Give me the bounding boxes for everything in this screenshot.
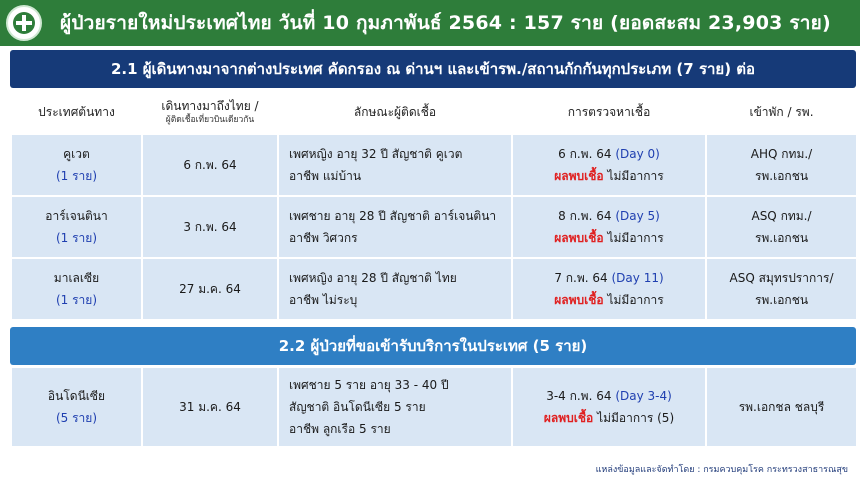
cell-test: 6 ก.พ. 64 (Day 0) ผลพบเชื้อ ไม่มีอาการ [512,134,706,196]
cell-admit: ASQ สมุทรปราการ/ รพ.เอกชน [706,258,857,320]
column-header-profile: ลักษณะผู้ติดเชื้อ [278,90,512,134]
cell-profile: เพศชาย อายุ 28 ปี สัญชาติ อาร์เจนตินา อาชีพ วิศวกร [278,196,512,258]
cell-arrival: 31 ม.ค. 64 [142,367,278,447]
ministry-logo-icon [6,5,42,41]
domestic-cases-table [10,366,858,448]
cell-country: คูเวต (1 ราย) [11,134,142,196]
section-title-overseas: 2.1 ผู้เดินทางมาจากต่างประเทศ คัดกรอง ณ ด่านฯ และเข้ารพ./สถานกักกันทุกประเภท (7 ราย) ต่อ [10,50,856,88]
table-header-row [11,90,857,134]
cell-country: มาเลเซีย (1 ราย) [11,258,142,320]
cell-arrival: 3 ก.พ. 64 [142,196,278,258]
cell-test: 8 ก.พ. 64 (Day 5) ผลพบเชื้อ ไม่มีอาการ [512,196,706,258]
cell-country: อาร์เจนตินา (1 ราย) [11,196,142,258]
cell-profile: เพศหญิง อายุ 28 ปี สัญชาติ ไทย อาชีพ ไม่ระบุ [278,258,512,320]
header-bar [0,0,860,46]
cell-arrival: 27 ม.ค. 64 [142,258,278,320]
column-header-country: ประเทศต้นทาง [11,90,142,134]
section-title-domestic: 2.2 ผู้ป่วยที่ขอเข้ารับบริการในประเทศ (5 ราย) [10,327,856,365]
column-header-test: การตรวจหาเชื้อ [512,90,706,134]
cell-country: อินโดนีเซีย (5 ราย) [11,367,142,447]
cell-admit: รพ.เอกชล ชลบุรี [706,367,857,447]
column-header-admit: เข้าพัก / รพ. [706,90,857,134]
table-row [11,196,857,258]
table-row [11,258,857,320]
cell-test: 7 ก.พ. 64 (Day 11) ผลพบเชื้อ ไม่มีอาการ [512,258,706,320]
cell-arrival: 6 ก.พ. 64 [142,134,278,196]
overseas-cases-table [10,89,858,321]
table-row [11,134,857,196]
cell-admit: ASQ กทม./ รพ.เอกชน [706,196,857,258]
cell-admit: AHQ กทม./ รพ.เอกชน [706,134,857,196]
cell-test: 3-4 ก.พ. 64 (Day 3-4) ผลพบเชื้อ ไม่มีอาการ (5) [512,367,706,447]
source-footer: แหล่งข้อมูลและจัดทำโดย : กรมควบคุมโรค กระทรวงสาธารณสุข [595,465,848,475]
table-row [11,367,857,447]
cell-profile: เพศหญิง อายุ 32 ปี สัญชาติ คูเวต อาชีพ แม่บ้าน [278,134,512,196]
cell-profile: เพศชาย 5 ราย อายุ 33 - 40 ปี สัญชาติ อินโดนีเซีย 5 ราย อาชีพ ลูกเรือ 5 ราย [278,367,512,447]
page-title: ผู้ป่วยรายใหม่ประเทศไทย วันที่ 10 กุมภาพันธ์ 2564 : 157 ราย (ยอดสะสม 23,903 ราย) [60,12,831,34]
column-header-arrival: เดินทางมาถึงไทย / ผู้ติดเชื้อเที่ยวบินเดียวกัน [142,90,278,134]
